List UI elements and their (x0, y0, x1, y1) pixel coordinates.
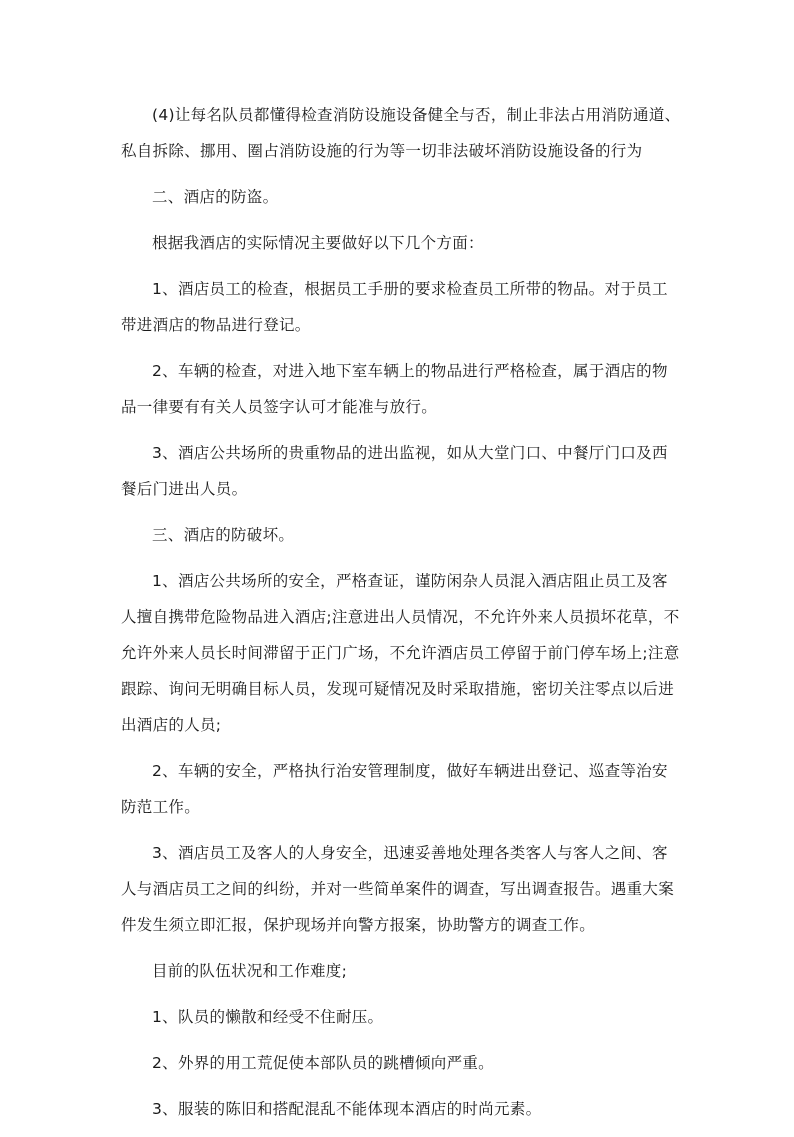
list-item-issue-3: 3、服装的陈旧和搭配混乱不能体现本酒店的时尚元素。 (152, 1100, 542, 1118)
heading-anti-sabotage: 三、酒店的防破坏。 (152, 526, 295, 544)
paragraph-public-area-safety: 1、酒店公共场所的安全，严格查证，谨防闲杂人员混入酒店阻止员工及客人擅自携带危险物品进入酒店;注意进出人员情况，不允许外来人员损坏花草，不允许外来人员长时间滞留于正门广场，不允许酒店员工停留于前门停车场上;注意跟踪、询问无明确目标人员，发现可疑情况及时采取措施，密切关注零点以后进出酒店的人员; (121, 572, 680, 734)
paragraph-theft-intro: 根据我酒店的实际情况主要做好以下几个方面： (152, 234, 484, 252)
paragraph-personal-safety: 3、酒店员工及客人的人身安全，迅速妥善地处理各类客人与客人之间、客人与酒店员工之间的纠纷，并对一些简单案件的调查，写出调查报告。遇重大案件发生须立即汇报，保护现场并向警方报案，协助警方的调查工作。 (121, 844, 675, 934)
document-body (121, 97, 681, 1137)
paragraph-vehicle-inspection: 2、车辆的检查，对进入地下室车辆上的物品进行严格检查，属于酒店的物品一律要有有关人员签字认可才能准与放行。 (121, 362, 668, 416)
list-item-issue-1: 1、队员的懒散和经受不住耐压。 (152, 1008, 384, 1026)
paragraph-vehicle-safety: 2、车辆的安全，严格执行治安管理制度，做好车辆进出登记、巡查等治安防范工作。 (121, 762, 668, 816)
paragraph-staff-inspection: 1、酒店员工的检查，根据员工手册的要求检查员工所带的物品。对于员工带进酒店的物品进行登记。 (121, 280, 668, 334)
paragraph-valuables-monitoring: 3、酒店公共场所的贵重物品的进出监视，如从大堂门口、中餐厅门口及西餐后门进出人员。 (121, 444, 668, 498)
heading-anti-theft: 二、酒店的防盗。 (152, 188, 279, 206)
heading-team-status: 目前的队伍状况和工作难度; (152, 962, 348, 980)
list-item-issue-2: 2、外界的用工荒促使本部队员的跳槽倾向严重。 (152, 1054, 494, 1072)
paragraph-fire-facility-check: (4)让每名队员都懂得检查消防设施设备健全与否，制止非法占用消防通道、私自拆除、挪用、圈占消防设施的行为等一切非法破坏消防设施设备的行为 (121, 106, 681, 160)
